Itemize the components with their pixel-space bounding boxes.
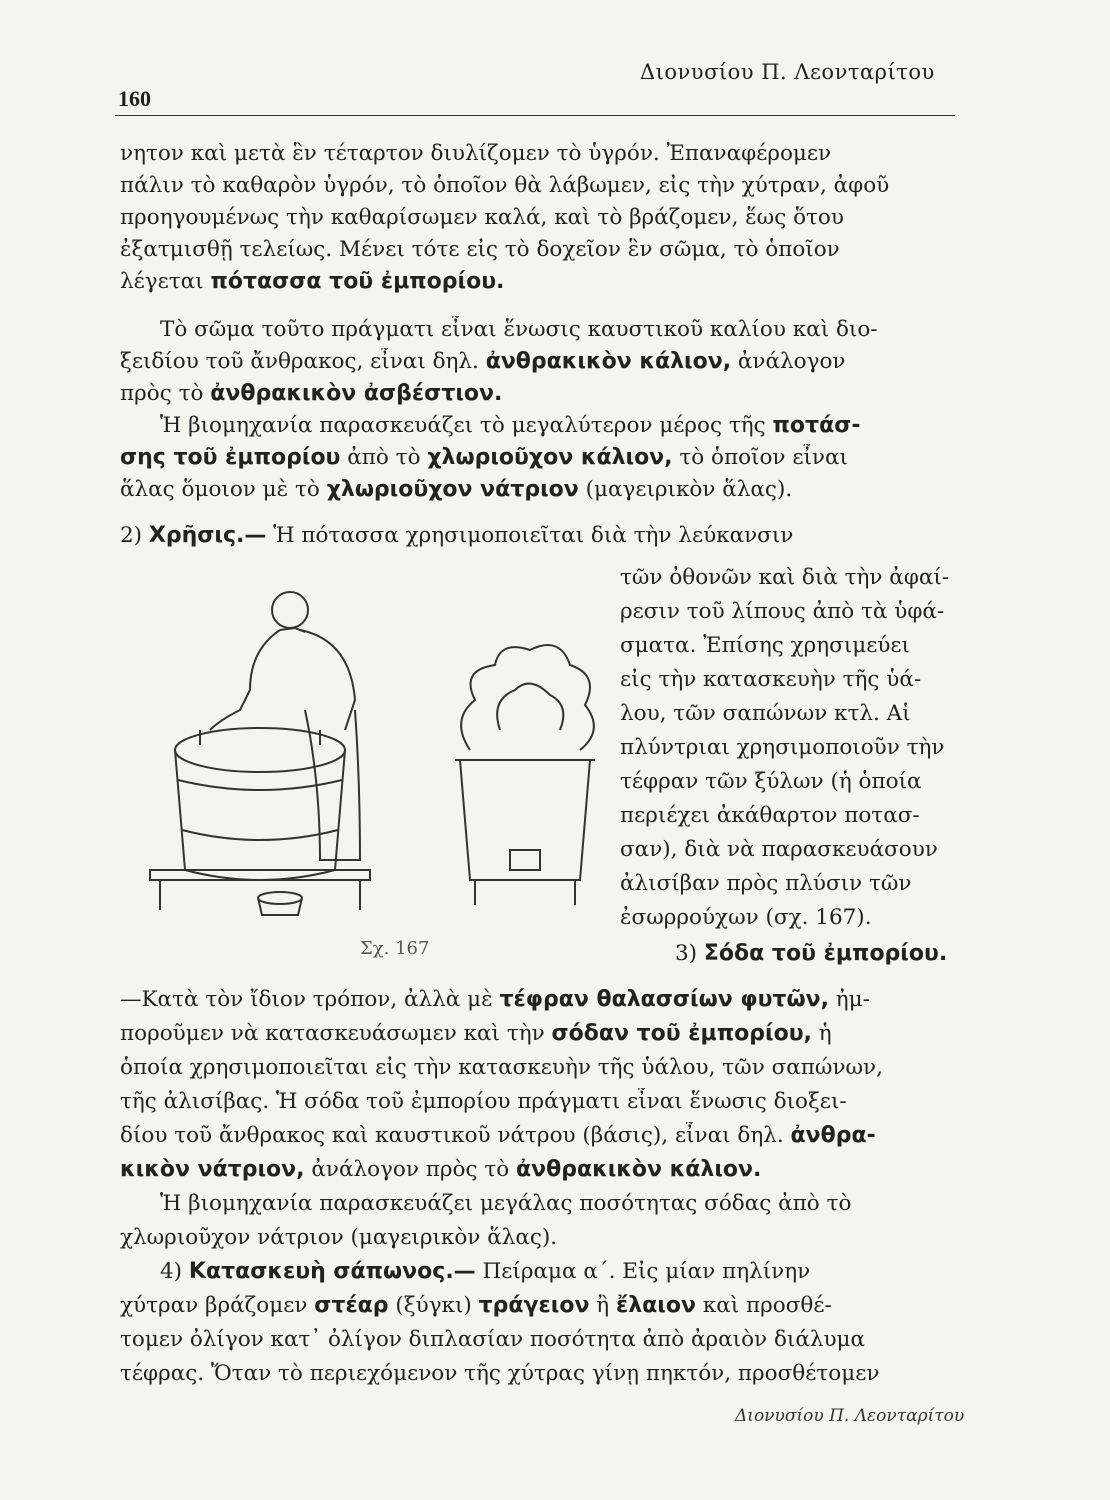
text-line	[160, 412, 965, 440]
bold-term: ἀνθρακικὸν ἀσβέστιον.	[210, 381, 503, 406]
text-line	[120, 522, 965, 550]
text-line	[120, 236, 965, 264]
line-text: τομεν ὀλίγον κατ᾽ ὀλίγον διπλασίαν ποσότητα ἀπὸ ἀραιὸν διάλυμα	[120, 1327, 866, 1352]
line-text: τέφρας. Ὅταν τὸ περιεχόμενον τῆς χύτρας γίνῃ πηκτόν, προσθέτομεν	[120, 1361, 880, 1386]
line-text: ξειδίου τοῦ ἄνθρακος, εἶναι δηλ.	[120, 349, 486, 374]
line-text: χύτραν βράζομεν	[120, 1293, 315, 1318]
text-line	[120, 1054, 965, 1082]
line-text: ἢ	[589, 1293, 617, 1318]
bold-term: τράγειον	[478, 1293, 590, 1318]
line-text: δίου τοῦ ἄνθρακος καὶ καυστικοῦ νάτρου (βάσις), εἶναι δηλ.	[120, 1123, 791, 1148]
text-line	[120, 172, 965, 200]
bold-term: Κατασκευὴ σάπωνος.—	[188, 1259, 476, 1284]
section-heading: 3) Σόδα τοῦ ἐμπορίου.	[675, 941, 948, 966]
bold-term: τέφραν θαλασσίων φυτῶν,	[499, 987, 829, 1012]
line-text: ἀνάλογον	[731, 349, 846, 374]
text-line	[120, 1224, 965, 1252]
line-text: Τὸ σῶμα τοῦτο πράγματι εἶναι ἕνωσις καυστικοῦ καλίου καὶ διο-	[160, 317, 878, 342]
line-text: καὶ προσθέ-	[695, 1293, 832, 1318]
figure-caption: Σχ. 167	[360, 938, 430, 959]
line-text: 4)	[160, 1259, 189, 1284]
text-line	[120, 1360, 965, 1388]
line-text: Ἡ πότασσα χρησιμοποιεῖται διὰ τὴν λεύκανσιν	[266, 523, 794, 548]
header-rule	[115, 115, 955, 116]
text-line	[120, 140, 965, 168]
text-line	[120, 1020, 965, 1048]
right-column-line: σαν), διὰ νὰ παρασκευάσουν	[620, 837, 938, 862]
line-text: νητον καὶ μετὰ ἓν τέταρτον διυλίζομεν τὸ ὑγρόν. Ἐπαναφέρομεν	[120, 141, 832, 166]
footer-author: Διονυσίου Π. Λεονταρίτου	[735, 1406, 965, 1426]
bold-term: ποτάσ-	[772, 413, 861, 438]
bold-term: κικὸν νάτριον,	[120, 1157, 305, 1182]
right-column-line: ρεσιν τοῦ λίπους ἀπὸ τὰ ὑφά-	[620, 599, 945, 624]
text-line	[120, 268, 965, 296]
right-column-line: ἐσωρρούχων (σχ. 167).	[620, 905, 872, 930]
right-column-line: λου, τῶν σαπώνων κτλ. Αἱ	[620, 701, 911, 726]
line-text: πάλιν τὸ καθαρὸν ὑγρόν, τὸ ὁποῖον θὰ λάβωμεν, εἰς τὴν χύτραν, ἀφοῦ	[120, 173, 890, 198]
bold-term: σης τοῦ ἐμπορίου	[120, 445, 341, 470]
right-column-line: τῶν ὀθονῶν καὶ διὰ τὴν ἀφαί-	[620, 565, 950, 590]
line-text: ἀπὸ τὸ	[340, 445, 428, 470]
line-text: ἀνάλογον πρὸς τὸ	[304, 1157, 516, 1182]
line-text: τῆς ἀλισίβας. Ἡ σόδα τοῦ ἐμπορίου πράγματι εἶναι ἕνωσις διοξει-	[120, 1089, 847, 1114]
right-column-line: σματα. Ἐπίσης χρησιμεύει	[620, 633, 910, 658]
text-line	[120, 1088, 965, 1116]
bold-term: χλωριοῦχον κάλιον,	[427, 445, 673, 470]
text-line	[120, 1326, 965, 1354]
right-column-line: τέφραν τῶν ξύλων (ἡ ὁποία	[620, 769, 922, 794]
text-line	[120, 380, 965, 408]
right-column-line: ἀλισίβαν πρὸς πλύσιν τῶν	[620, 871, 912, 896]
line-text: πρὸς τὸ	[120, 381, 211, 406]
running-head: Διονυσίου Π. Λεονταρίτου	[640, 60, 935, 84]
bold-term: Χρῆσις.—	[148, 523, 267, 548]
line-text: —Κατὰ τὸν ἴδιον τρόπον, ἀλλὰ μὲ	[120, 987, 500, 1012]
line-text: 2)	[120, 523, 149, 548]
text-line	[120, 204, 965, 232]
line-text: τὸ ὁποῖον εἶναι	[672, 445, 848, 470]
bold-term: στέαρ	[314, 1293, 389, 1318]
page-number: 160	[118, 86, 151, 111]
line-text: ἡ	[811, 1021, 832, 1046]
line-text: ὁποία χρησιμοποιεῖται εἰς τὴν κατασκευὴν τῆς ὑάλου, τῶν σαπώνων,	[120, 1055, 883, 1080]
text-line	[120, 476, 965, 504]
text-line	[160, 1190, 965, 1218]
line-text: ἠμ-	[828, 987, 870, 1012]
text-line	[120, 1122, 965, 1150]
text-line	[120, 986, 965, 1014]
bold-term: ἀνθρακικὸν κάλιον,	[485, 349, 732, 374]
bold-term: ἔλαιον	[616, 1293, 696, 1318]
figure-illustration	[130, 580, 600, 920]
bold-term: ἀνθρα-	[790, 1123, 876, 1148]
line-text: Ἡ βιομηχανία παρασκευάζει μεγάλας ποσότητας σόδας ἀπὸ τὸ	[160, 1191, 852, 1216]
bold-term: ἀνθρακικὸν κάλιον.	[516, 1157, 762, 1182]
text-line	[160, 316, 965, 344]
bold-term: σόδαν τοῦ ἐμπορίου,	[551, 1021, 812, 1046]
bold-term: χλωριοῦχον νάτριον	[326, 477, 579, 502]
text-line	[120, 1292, 965, 1320]
line-text: (μαγειρικὸν ἅλας).	[578, 477, 793, 502]
right-column-line: εἰς τὴν κατασκευὴν τῆς ὑά-	[620, 667, 922, 692]
text-line	[120, 348, 965, 376]
line-text: χλωριοῦχον νάτριον (μαγειρικὸν ἅλας).	[120, 1225, 558, 1250]
line-text: ποροῦμεν νὰ κατασκευάσωμεν καὶ τὴν	[120, 1021, 552, 1046]
text-line	[120, 444, 965, 472]
text-line	[120, 1156, 965, 1184]
right-column-line: πλύντριαι χρησιμοποιοῦν τὴν	[620, 735, 945, 760]
line-text: Ἡ βιομηχανία παρασκευάζει τὸ μεγαλύτερον μέρος τῆς	[160, 413, 773, 438]
right-column-line: περιέχει ἀκάθαρτον ποτασ-	[620, 803, 920, 828]
line-text: λέγεται	[120, 269, 211, 294]
line-text: ἅλας ὅμοιον μὲ τὸ	[120, 477, 327, 502]
line-text: προηγουμένως τὴν καθαρίσωμεν καλά, καὶ τὸ βράζομεν, ἕως ὅτου	[120, 205, 844, 230]
line-text: ἐξατμισθῇ τελείως. Μένει τότε εἰς τὸ δοχεῖον ἓν σῶμα, τὸ ὁποῖον	[120, 237, 840, 262]
line-text: (ξύγκι)	[388, 1293, 479, 1318]
text-line	[160, 1258, 965, 1286]
line-text: Πείραμα α΄. Εἰς μίαν πηλίνην	[475, 1259, 811, 1284]
bold-term: πότασσα τοῦ ἐμπορίου.	[210, 269, 505, 294]
